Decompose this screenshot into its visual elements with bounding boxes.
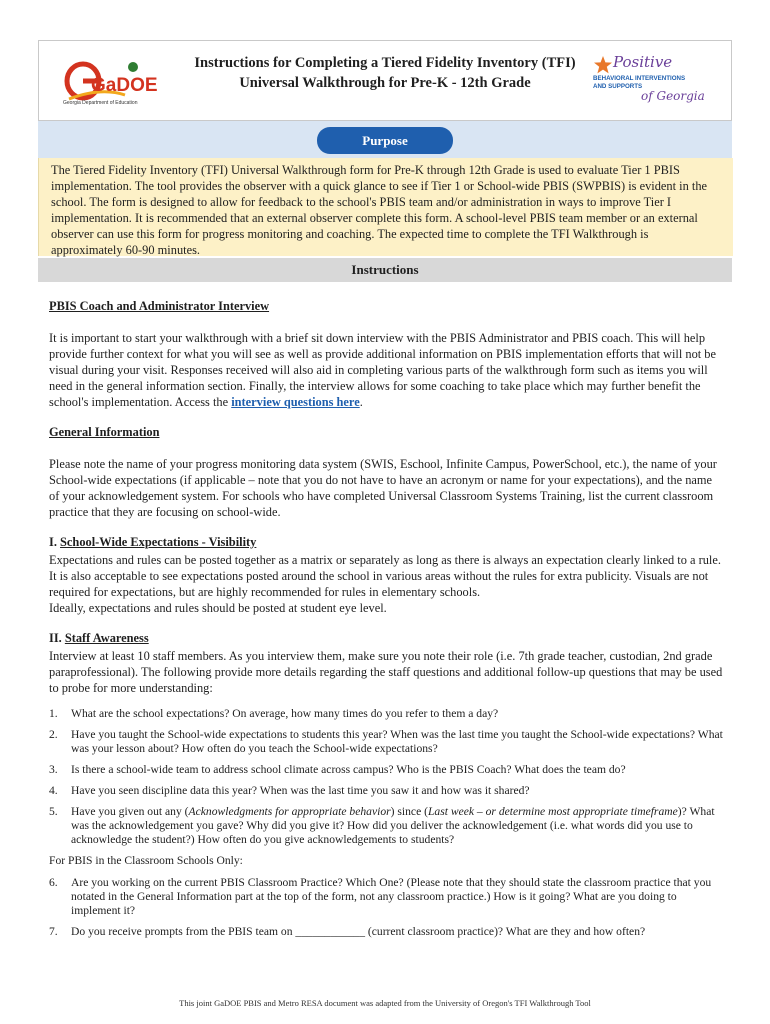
instructions-content: [49, 298, 725, 696]
question-text: Have you given out any (: [71, 805, 189, 818]
purpose-box: [38, 158, 733, 256]
purpose-label: Purpose: [317, 127, 453, 154]
question-number: 3.: [49, 763, 58, 776]
question-number: 6.: [49, 876, 58, 889]
list-item: [49, 784, 725, 798]
gadoe-logo-subtext: Georgia Department of Education: [63, 100, 138, 106]
purpose-band: [38, 120, 732, 159]
visibility-section-title: [49, 534, 725, 550]
title-line-1: Instructions for Completing a Tiered Fidelity Inventory (TFI): [194, 55, 576, 71]
list-item: [49, 728, 725, 756]
title-line-2: Universal Walkthrough for Pre-K - 12th Grade: [239, 75, 531, 91]
pbis-logo-line4: of Georgia: [641, 89, 705, 103]
pbis-georgia-logo: [593, 53, 703, 111]
question-number: 5.: [49, 805, 58, 818]
staff-title: Staff Awareness: [64, 631, 149, 645]
question-text: What are the school expectations? On average, how many times do you refer to them a day?: [71, 707, 499, 720]
star-icon: [593, 55, 613, 75]
question-number: 2.: [49, 728, 58, 741]
pbis-logo-line2: BEHAVIORAL INTERVENTIONS: [593, 75, 686, 82]
question-text: Are you working on the current PBIS Classroom Practice? Which One? (Please note that they should state the classroom practice that you notated in the General Information part at the top of the form, not any classroom practice.) How is it going? What are you doing to implement it?: [71, 876, 712, 917]
visibility-section-text-2: Ideally, expectations and rules should be posted at student eye level.: [49, 601, 387, 615]
interview-section-text: [49, 330, 725, 410]
question-text: ) since (: [390, 805, 428, 818]
question-number: 1.: [49, 707, 58, 720]
staff-section-text: Interview at least 10 staff members. As you interview them, make sure you note their role (i.e. 7th grade teacher, custodian, 2nd grade paraprofessional). The following provide more details regarding the staff questions and additional follow-up questions that may be used to probe for more understanding:: [49, 649, 723, 695]
purpose-text: The Tiered Fidelity Inventory (TFI) Universal Walkthrough form for Pre-K through 12th Grade is used to evaluate Tier 1 PBIS implementation. The tool provides the observer with a quick glance to see if Tier 1 or School-wide PBIS (SWPBIS) is evident in the school. The form is designed to allow for feedback to the school's PBIS team and/or administration in ways to improve Tier I implementation. It is recommended that an external observer complete this form. A school-level PBIS team member or an external observer can use this form for progress monitoring and coaching. The expected time to complete the TFI Walkthrough is approximately 60-90 minutes.: [51, 163, 708, 257]
list-item: [49, 876, 725, 918]
classroom-note: For PBIS in the Classroom Schools Only:: [49, 854, 243, 867]
list-item: [49, 925, 725, 939]
question-text-italic: Last week – or determine most appropriate timeframe: [427, 805, 678, 818]
question-number: 4.: [49, 784, 58, 797]
visibility-section-text: Expectations and rules can be posted together as a matrix or separately as long as there is always an expectation clearly linked to a rule. It is also acceptable to see expectations posted around the school in various areas without the rules for extra publicity. Visuals are not required for expectations, but are highly recommended for rules in elementary schools.: [49, 553, 721, 599]
interview-text: It is important to start your walkthrough with a brief sit down interview with the PBIS Administrator and PBIS coach. This will help provide further context for what you will see as well as provide additional information on PBIS implementation efforts that will not be visual during your visit. Responses received will also aid in completing various parts of the walkthrough form such as items you will need in the general information section. Finally, the interview allows for some coaching to take place which may further benefit the school's implementation. Access the: [49, 331, 717, 409]
question-text-italic: Acknowledgments for appropriate behavior: [188, 805, 391, 818]
list-item: [49, 763, 725, 777]
gadoe-logo-text: GaDOE: [91, 75, 158, 96]
general-section-text: Please note the name of your progress monitoring data system (SWIS, Eschool, Infinite Campus, PowerSchool, etc.), the name of your School-wide expectations (if applicable – note that you do not have to have an acronym or name for your expectations), and the name of your acknowledgement system. For schools who have completed Universal Classroom Systems Training, list the current classroom practice that they are focusing on school-wide.: [49, 457, 717, 519]
staff-section-title: [49, 630, 725, 646]
staff-question-list: [49, 707, 725, 946]
list-item: [49, 707, 725, 721]
pbis-logo-line3: AND SUPPORTS: [593, 83, 643, 90]
interview-questions-link[interactable]: interview questions here: [231, 395, 360, 409]
general-section-title: General Information: [49, 425, 160, 439]
question-text: )? What was the acknowledgement you gave? Why did you give it? How did you deliver the acknowledgement (i.e. what words did you use to acknowledge the student?) How often do you give acknowledgements to students?: [71, 805, 715, 846]
question-text: Have you seen discipline data this year? When was the last time you saw it and how was it shared?: [71, 784, 530, 797]
visibility-prefix: I.: [49, 535, 61, 549]
question-text: Have you taught the School-wide expectations to students this year? When was the last time you taught the School-wide expectations? What was your lesson about? How often do you teach the School-wide expectations?: [71, 728, 723, 755]
footer-note: This joint GaDOE PBIS and Metro RESA document was adapted from the University of Oregon's TFI Walkthrough Tool: [179, 998, 591, 1008]
interview-section-title: PBIS Coach and Administrator Interview: [49, 299, 270, 313]
question-text: Do you receive prompts from the PBIS team on ____________ (current classroom practice)? What are they and how often?: [71, 925, 646, 938]
question-text: Is there a school-wide team to address school climate across campus? Who is the PBIS Coach? What does the team do?: [71, 763, 626, 776]
document-header: [38, 40, 732, 121]
list-item: [49, 805, 725, 847]
visibility-title: School-Wide Expectations - Visibility: [60, 535, 257, 549]
pbis-logo-line1: Positive: [613, 53, 673, 71]
instructions-heading: Instructions: [38, 258, 732, 282]
question-number: 7.: [49, 925, 58, 938]
interview-text-end: .: [359, 395, 363, 409]
staff-prefix: II.: [49, 631, 65, 645]
